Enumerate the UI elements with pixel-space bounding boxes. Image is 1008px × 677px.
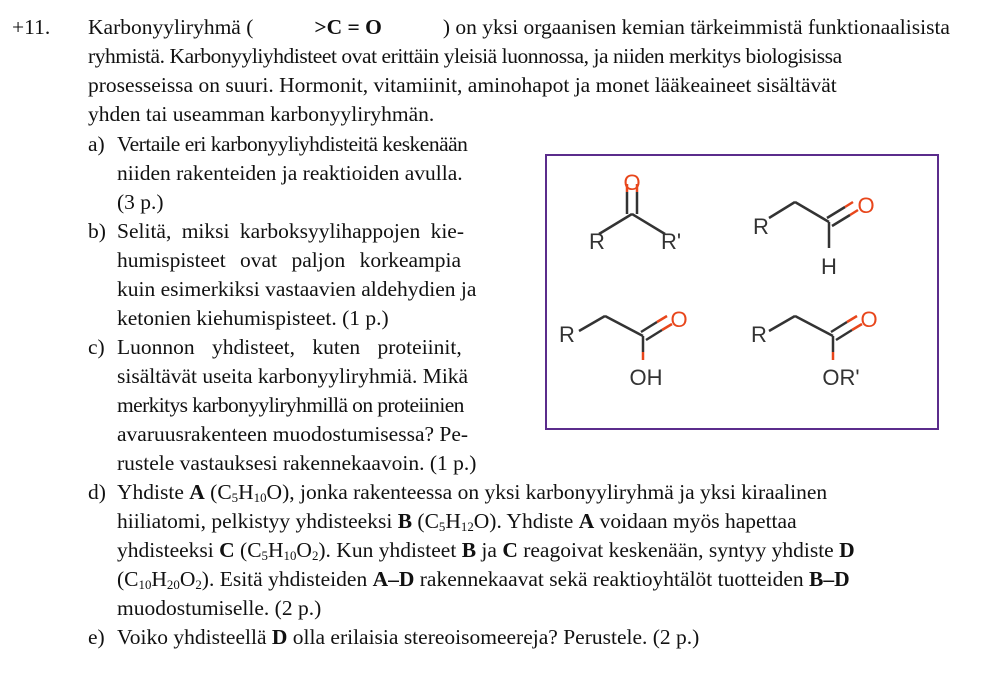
intro-line-3: prosesseissa on suuri. Hormonit, vitamiinit, aminohapot ja monet lääkeaineet sisältävät [88, 73, 837, 97]
part-a-line: Vertaile eri karbonyyliyhdisteitä keskenään [117, 132, 468, 156]
carboxylic-acid-structure [559, 307, 688, 390]
acid-hydroxyl: OH [629, 365, 663, 390]
ketone-r1: R [589, 229, 605, 254]
ketone-r2: R' [660, 229, 682, 254]
part-b-line: Selitä, miksi karboksyylihappojen kie- [117, 219, 465, 243]
part-d-label: d) [88, 480, 106, 504]
part-c-line: avaruusrakenteen muodostumisessa? Pe- [117, 422, 469, 446]
part-d-line-4: $(C_{10}H_{20}O_2)$. Esitä yhdisteiden A–D rakennekaavat sekä reaktioyhtälöt tuotteiden B–D [117, 567, 850, 593]
aldehyde-structure [753, 193, 875, 279]
part-c-line: Luonnon yhdisteet, kuten proteiinit, [117, 335, 462, 359]
intro-line-1: Karbonyyliryhmä ( >C = O ) on yksi orgaanisen kemian tärkeimmistä funktionaalisista [88, 15, 950, 39]
aldehyde-oxygen: O [857, 193, 875, 218]
aldehyde-r: R [753, 214, 769, 239]
part-d-line-3: yhdisteeksi C $(C_5H_{10}O_2)$. Kun yhdisteet B ja C reagoivat keskenään, syntyy yhdiste D [117, 538, 855, 564]
ester-structure [751, 307, 878, 390]
acid-oxygen: O [670, 307, 688, 332]
part-a-label: a) [88, 132, 105, 156]
part-b-line: kuin esimerkiksi vastaavien aldehydien ja [117, 277, 477, 301]
acid-r: R [559, 322, 575, 347]
part-c-line: sisältävät useita karbonyyliryhmiä. Mikä [117, 364, 469, 388]
ester-oxygen: O [860, 307, 878, 332]
part-e-label: e) [88, 625, 105, 649]
ester-alkoxy: OR' [822, 365, 860, 390]
part-b-line: humispisteet ovat paljon korkeampia [117, 248, 462, 272]
part-d-line-5: muodostumiselle. (2 p.) [117, 596, 322, 620]
intro-line-2: ryhmistä. Karbonyyliyhdisteet ovat erittäin yleisiä luonnossa, ja niiden merkitys biologisissa [88, 44, 842, 68]
ketone-oxygen: O [623, 170, 641, 195]
part-c-label: c) [88, 335, 105, 359]
ester-r: R [751, 322, 767, 347]
part-b-label: b) [88, 219, 106, 243]
part-c-line: merkitys karbonyyliryhmillä on proteiinien [117, 393, 464, 417]
part-a-line: niiden rakenteiden ja reaktioiden avulla. [117, 161, 463, 185]
part-b-line: ketonien kiehumispisteet. (1 p.) [117, 306, 389, 330]
aldehyde-hydrogen: H [821, 254, 837, 279]
question-number: +11. [12, 15, 51, 39]
ketone-structure [589, 170, 681, 254]
carbonyl-structures-figure [545, 154, 939, 430]
part-a-line: (3 p.) [117, 190, 164, 214]
part-c-line: rustele vastauksesi rakennekaavoin. (1 p.) [117, 451, 477, 475]
carbonyl-formula: >C = O [314, 15, 382, 39]
intro-line-4: yhden tai useamman karbonyyliryhmän. [88, 102, 435, 126]
part-e-line: Voiko yhdisteellä D olla erilaisia stereoisomeereja? Perustele. (2 p.) [117, 625, 700, 649]
part-d-line-2: hiiliatomi, pelkistyy yhdisteeksi B $(C_5H_{12}O)$. Yhdiste A voidaan myös hapettaa [117, 509, 797, 535]
part-d-line-1: Yhdiste A $(C_5H_{10}O)$, jonka rakenteessa on yksi karbonyyliryhmä ja yksi kiraalinen [117, 480, 828, 506]
